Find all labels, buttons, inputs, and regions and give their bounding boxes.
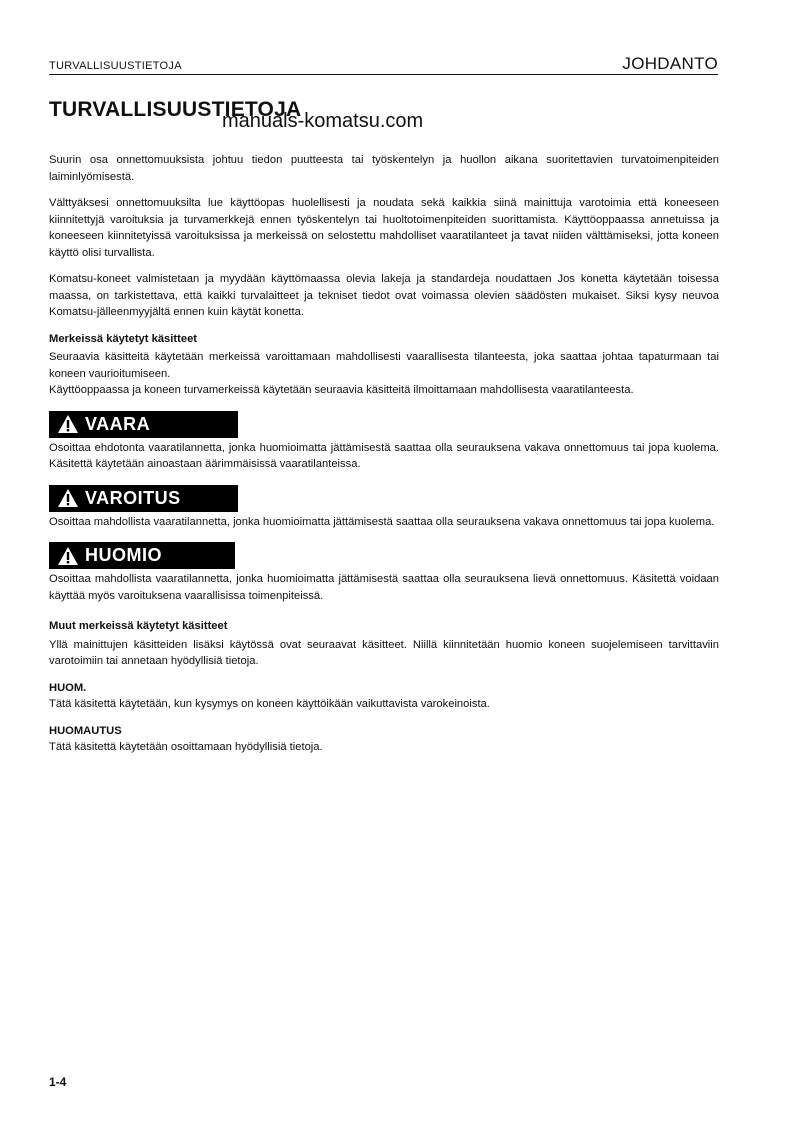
varoitus-badge [49, 485, 238, 512]
huomautus-heading: HUOMAUTUS [49, 724, 122, 737]
main-content [49, 152, 719, 756]
header-divider [49, 74, 718, 75]
huomio-description: Osoittaa mahdollista vaaratilannetta, jonka huomioimatta jättämisestä saattaa olla seurauksena lievä onnettomuus. Käsitettä voidaan käyttää myös varoituksena vaarallisissa toimenpiteissä. [49, 573, 719, 602]
huomautus-text: Tätä käsitettä käytetään osoittamaan hyödyllisiä tietoja. [49, 741, 323, 753]
other-section-heading: Muut merkeissä käytetyt käsitteet [49, 620, 228, 632]
warning-triangle-icon [57, 488, 79, 508]
intro-paragraph-1: Suurin osa onnettomuuksista johtuu tiedon puutteesta tai työskentelyn ja huollon aikana suoritettavien turvatoimenpiteiden laiminlyömisestä. [49, 154, 719, 183]
page-title: TURVALLISUUSTIETOJA [49, 98, 302, 121]
warning-triangle-icon [57, 546, 79, 566]
huom-heading: HUOM. [49, 681, 87, 694]
other-section-text: Yllä mainittujen käsitteiden lisäksi käytössä ovat seuraavat käsitteet. Niillä kiinnitetään huomio koneen suojelemiseen tarvittaviin varotoimiin tai annetaan hyödyllisiä tietoja. [49, 638, 719, 667]
varoitus-description: Osoittaa mahdollista vaaratilannetta, jonka huomioimatta jättämisestä saattaa olla seurauksena vakava onnettomuus tai jopa kuolema. [49, 515, 715, 528]
vaara-label: VAARA [85, 413, 151, 434]
vaara-badge [49, 411, 238, 438]
header-chapter-label: JOHDANTO [622, 54, 718, 73]
page-number: 1-4 [49, 1075, 67, 1089]
intro-paragraph-2: Välttyäksesi onnettomuuksilta lue käyttöopas huolellisesti ja noudata sekä kaikkia siinä mainittuja varotoimia että koneeseen kiinnitettyjä varoituksia ja turvamerkkejä ennen työskentelyn tai huoltotoimenpiteiden suorittamista. Käyttöoppaassa annetuissa ja koneeseen kiinnitetyissä varoituksissa ja merkeissä on selostettu mahdolliset vaaratilanteet ja tavat niiden välttämiseksi, jotta koneen käyttö olisi turvallista. [49, 197, 719, 259]
vaara-description: Osoittaa ehdotonta vaaratilannetta, jonka huomioimatta jättämisestä saattaa olla seurauksena vakava onnettomuus tai jopa kuolema. Käsitettä käytetään ainoastaan äärimmäisissä vaaratilanteissa. [49, 441, 719, 470]
warning-triangle-icon [57, 414, 79, 434]
signs-section-heading: Merkeissä käytetyt käsitteet [49, 332, 198, 345]
watermark-text: manuals-komatsu.com [222, 110, 424, 132]
warning-block-vaara [49, 411, 719, 473]
varoitus-label: VAROITUS [85, 487, 181, 508]
intro-paragraph-3: Komatsu-koneet valmistetaan ja myydään käyttömaassa olevia lakeja ja standardeja noudattaen Jos konetta käytetään toisessa maassa, on tarkistettava, että kaikki turvalaitteet ja tekniset tiedot ovat voimassa olevien säädösten mukaiset. Siksi kysy neuvoa Komatsu-jälleenmyyjältä ennen kuin käytät konetta. [49, 273, 719, 318]
huomio-label: HUOMIO [85, 545, 162, 566]
huomio-badge [49, 542, 235, 569]
warning-block-varoitus [49, 485, 719, 531]
huom-text: Tätä käsitettä käytetään, kun kysymys on koneen käyttöikään vaikuttavista varokeinoista. [49, 698, 490, 710]
header-section-label: TURVALLISUUSTIETOJA [49, 60, 182, 72]
warning-block-huomio [49, 542, 719, 604]
signs-section-text-2: Käyttöoppaassa ja koneen turvamerkeissä käytetään seuraavia käsitteitä ilmoittamaan mahdollisesta vaaratilanteesta. [49, 384, 634, 396]
signs-section-text-1: Seuraavia käsitteitä käytetään merkeissä varoittamaan mahdollisesti vaarallisesta tilanteesta, joka saattaa johtaa tapaturmaan tai koneen vaurioitumiseen. [49, 351, 719, 380]
